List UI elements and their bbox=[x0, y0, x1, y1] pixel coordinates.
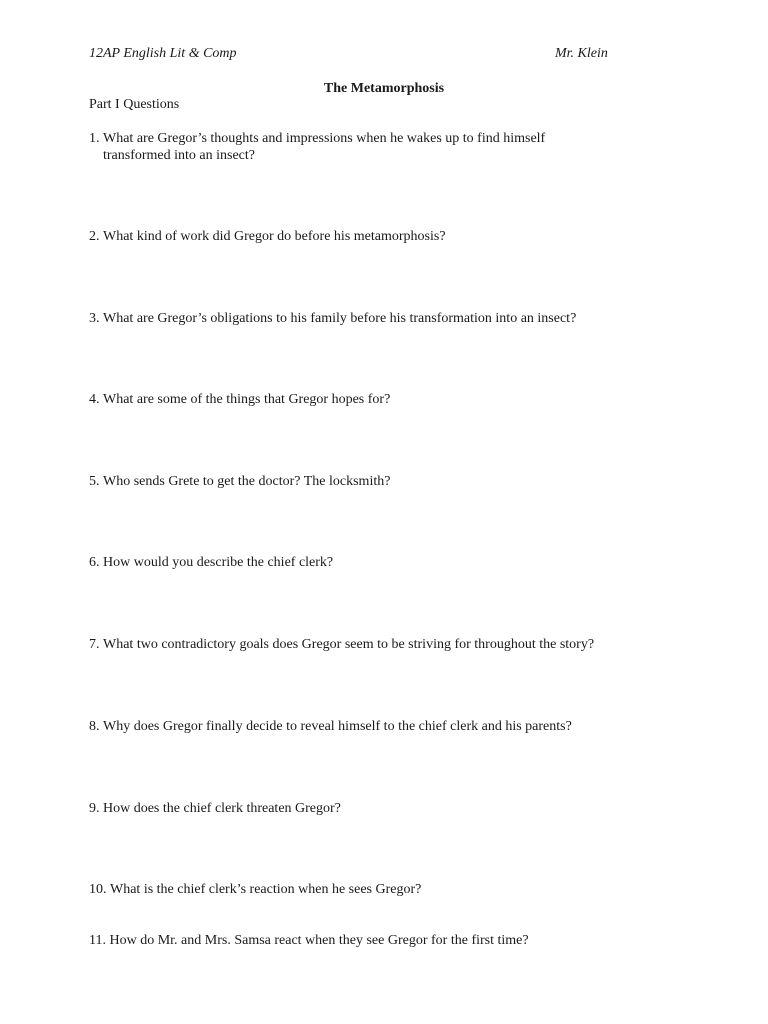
document-title: The Metamorphosis bbox=[323, 81, 445, 96]
question-8 bbox=[89, 718, 649, 735]
question-number: 8. bbox=[89, 719, 103, 734]
question-3 bbox=[89, 310, 649, 327]
question-text: How do Mr. and Mrs. Samsa react when they see Gregor for the first time? bbox=[109, 933, 529, 948]
question-5 bbox=[89, 473, 649, 490]
question-number: 6. bbox=[89, 555, 103, 570]
question-2 bbox=[89, 228, 649, 245]
question-text: Who sends Grete to get the doctor? The locksmith? bbox=[103, 474, 391, 489]
question-text: What kind of work did Gregor do before his metamorphosis? bbox=[103, 229, 446, 244]
question-text: What is the chief clerk’s reaction when he sees Gregor? bbox=[110, 882, 422, 897]
question-number: 7. bbox=[89, 637, 103, 652]
question-11 bbox=[89, 932, 649, 949]
question-number: 4. bbox=[89, 392, 103, 407]
question-text: Why does Gregor finally decide to reveal himself to the chief clerk and his parents? bbox=[103, 719, 572, 734]
question-number: 1. bbox=[89, 131, 103, 146]
section-heading: Part I Questions bbox=[89, 97, 180, 112]
question-number: 10. bbox=[89, 882, 110, 897]
question-text: What are some of the things that Gregor hopes for? bbox=[103, 392, 391, 407]
question-7 bbox=[89, 636, 649, 653]
question-10 bbox=[89, 881, 649, 898]
question-number: 3. bbox=[89, 311, 103, 326]
question-text: What are Gregor’s obligations to his family before his transformation into an insect? bbox=[103, 311, 577, 326]
question-number: 9. bbox=[89, 801, 103, 816]
question-text: What are Gregor’s thoughts and impressions when he wakes up to find himself transformed into an insect? bbox=[103, 131, 546, 163]
question-number: 11. bbox=[89, 933, 110, 948]
question-1 bbox=[89, 130, 559, 164]
question-text: How does the chief clerk threaten Gregor? bbox=[103, 801, 341, 816]
question-text: How would you describe the chief clerk? bbox=[103, 555, 334, 570]
teacher-header: Mr. Klein bbox=[555, 46, 608, 61]
course-header: 12AP English Lit & Comp bbox=[89, 46, 237, 61]
question-6 bbox=[89, 554, 649, 571]
question-text: What two contradictory goals does Gregor seem to be striving for throughout the story? bbox=[103, 637, 595, 652]
question-4 bbox=[89, 391, 649, 408]
question-number: 2. bbox=[89, 229, 103, 244]
question-9 bbox=[89, 800, 649, 817]
question-number: 5. bbox=[89, 474, 103, 489]
